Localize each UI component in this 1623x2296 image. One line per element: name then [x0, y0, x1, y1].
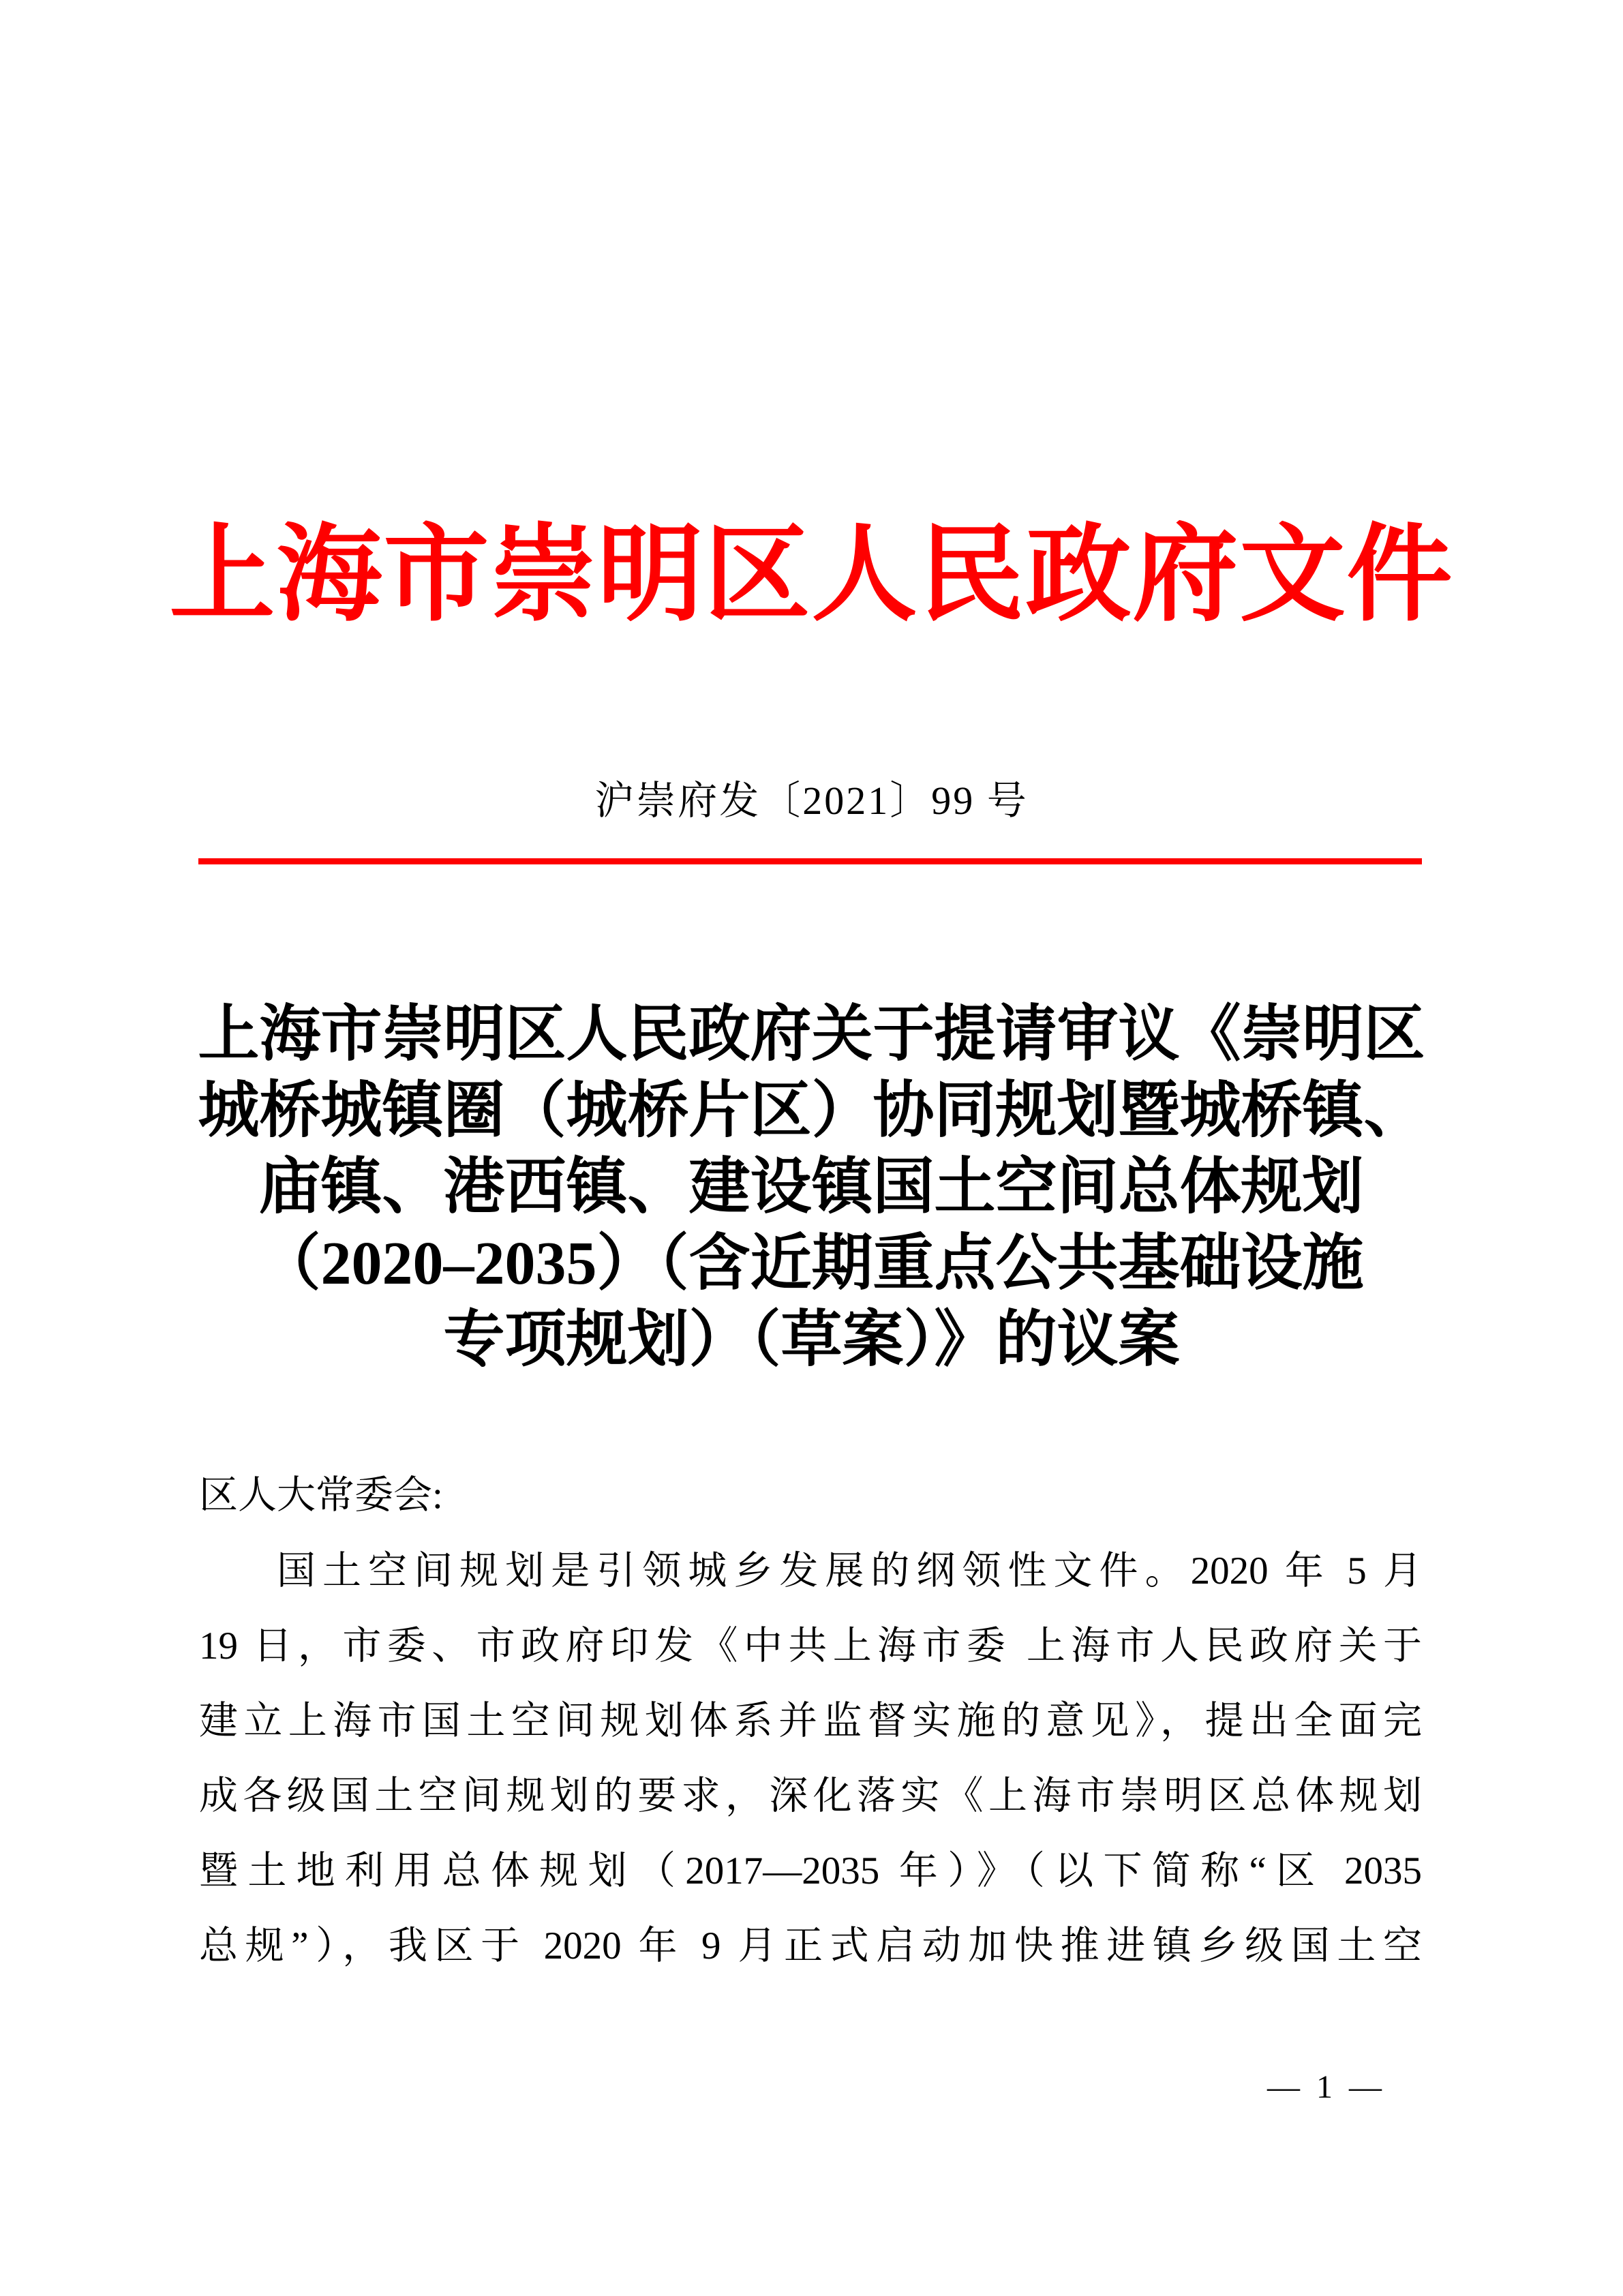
page-number: — 1 —: [1267, 2069, 1386, 2105]
body-paragraph: [199, 1534, 1422, 1984]
title-line-1: 上海市崇明区人民政府关于提请审议《崇明区: [198, 1001, 1425, 1068]
body-line-6: 总规”），我区于 2020 年 9 月正式启动加快推进镇乡级国土空: [199, 1924, 1422, 1967]
title-line-5: 专项规划）（草案）》的议案: [443, 1306, 1180, 1374]
title-line-3: 庙镇、港西镇、建设镇国土空间总体规划: [259, 1153, 1364, 1221]
document-title: [170, 997, 1453, 1378]
document-header-title: 上海市崇明区人民政府文件: [169, 517, 1454, 634]
salutation: 区人大常委会:: [199, 1474, 443, 1517]
body-line-4: 成各级国土空间规划的要求，深化落实《上海市崇明区总体规划: [199, 1774, 1422, 1817]
title-line-4: （2020–2035）（含近期重点公共基础设施: [259, 1230, 1364, 1297]
document-number: 沪崇府发〔2021〕99 号: [594, 779, 1029, 823]
body-line-1: 国土空间规划是引领城乡发展的纲领性文件。2020 年 5 月: [277, 1550, 1422, 1592]
header-divider-line: [198, 858, 1422, 864]
body-line-2: 19 日，市委、市政府印发《中共上海市委 上海市人民政府关于: [199, 1625, 1422, 1667]
body-line-5: 暨土地利用总体规划（2017—2035 年）》（以下简称“区 2035: [199, 1849, 1422, 1892]
title-line-2: 城桥城镇圈（城桥片区）协同规划暨城桥镇、: [198, 1077, 1425, 1145]
body-line-3: 建立上海市国土空间规划体系并监督实施的意见》，提出全面完: [199, 1700, 1422, 1742]
